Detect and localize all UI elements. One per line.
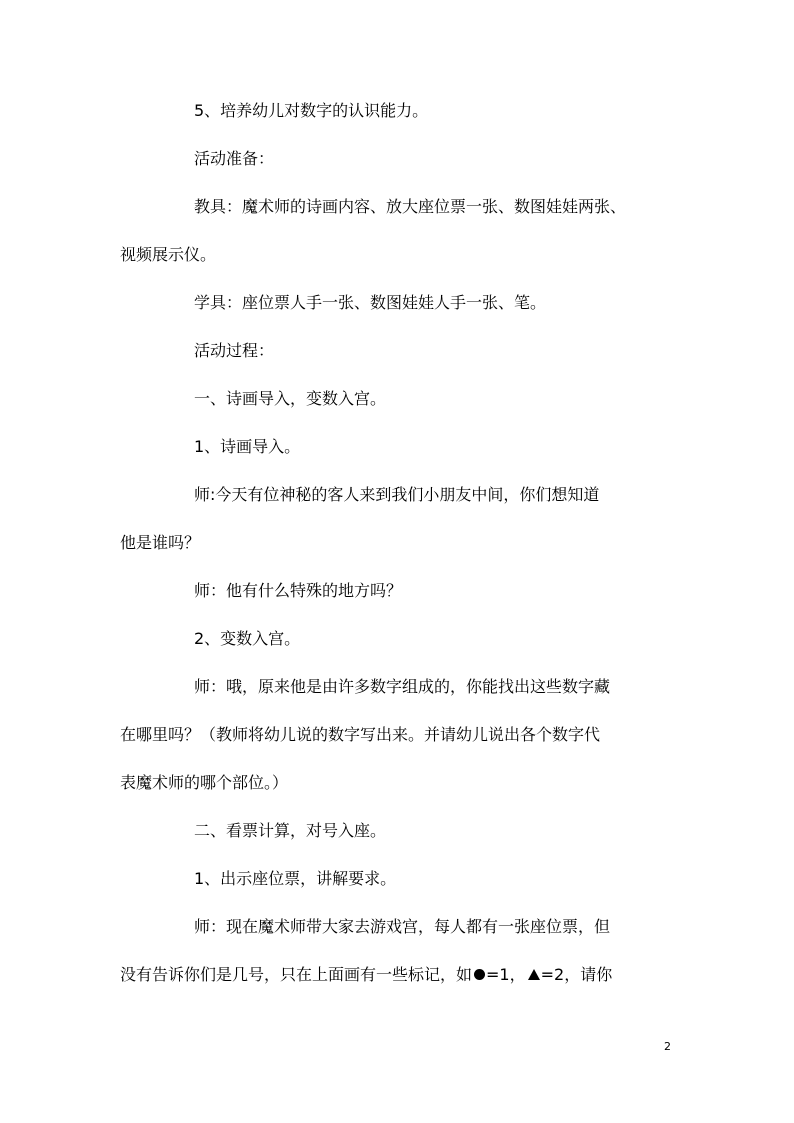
heading-activity-process: 活动过程： [194, 341, 275, 360]
heading-section-2: 二、看票计算，对号入座。 [194, 821, 387, 840]
paragraph-goal-5: 5、培养幼儿对数字的认识能力。 [194, 101, 429, 120]
heading-section-1: 一、诗画导入，变数入宫。 [194, 389, 387, 408]
page-number: 2 [664, 1040, 671, 1053]
paragraph-learning-aids: 学具：座位票人手一张、数图娃娃人手一张、笔。 [194, 293, 547, 312]
paragraph-teacher-1-cont: 他是谁吗？ [120, 533, 201, 552]
circle-symbol-icon [474, 969, 485, 980]
paragraph-text: =1， [486, 965, 526, 984]
subheading-1-1: 1、诗画导入。 [194, 437, 301, 456]
subheading-2-1: 1、出示座位票，讲解要求。 [194, 869, 397, 888]
paragraph-teaching-aids-cont: 视频展示仪。 [120, 245, 217, 264]
paragraph-teacher-3: 师：哦，原来他是由许多数字组成的，你能找出这些数字藏 [194, 677, 611, 696]
paragraph-text: 没有告诉你们是几号，只在上面画有一些标记，如 [120, 965, 473, 984]
triangle-symbol-icon [528, 969, 540, 980]
paragraph-teacher-2: 师：他有什么特殊的地方吗？ [194, 581, 403, 600]
paragraph-teaching-aids: 教具：魔术师的诗画内容、放大座位票一张、数图娃娃两张、 [194, 197, 627, 216]
subheading-1-2: 2、变数入宫。 [194, 629, 301, 648]
heading-activity-preparation: 活动准备： [194, 149, 275, 168]
paragraph-teacher-1: 师:今天有位神秘的客人来到我们小朋友中间，你们想知道 [194, 485, 600, 504]
paragraph-teacher-3-cont: 在哪里吗？（教师将幼儿说的数字写出来。并请幼儿说出各个数字代 [120, 725, 601, 744]
paragraph-teacher-4-cont [120, 967, 675, 983]
paragraph-teacher-4: 师：现在魔术师带大家去游戏宫，每人都有一张座位票，但 [194, 917, 611, 936]
paragraph-text: =2，请你 [540, 965, 613, 984]
paragraph-teacher-3-end: 表魔术师的哪个部位。） [120, 773, 289, 792]
